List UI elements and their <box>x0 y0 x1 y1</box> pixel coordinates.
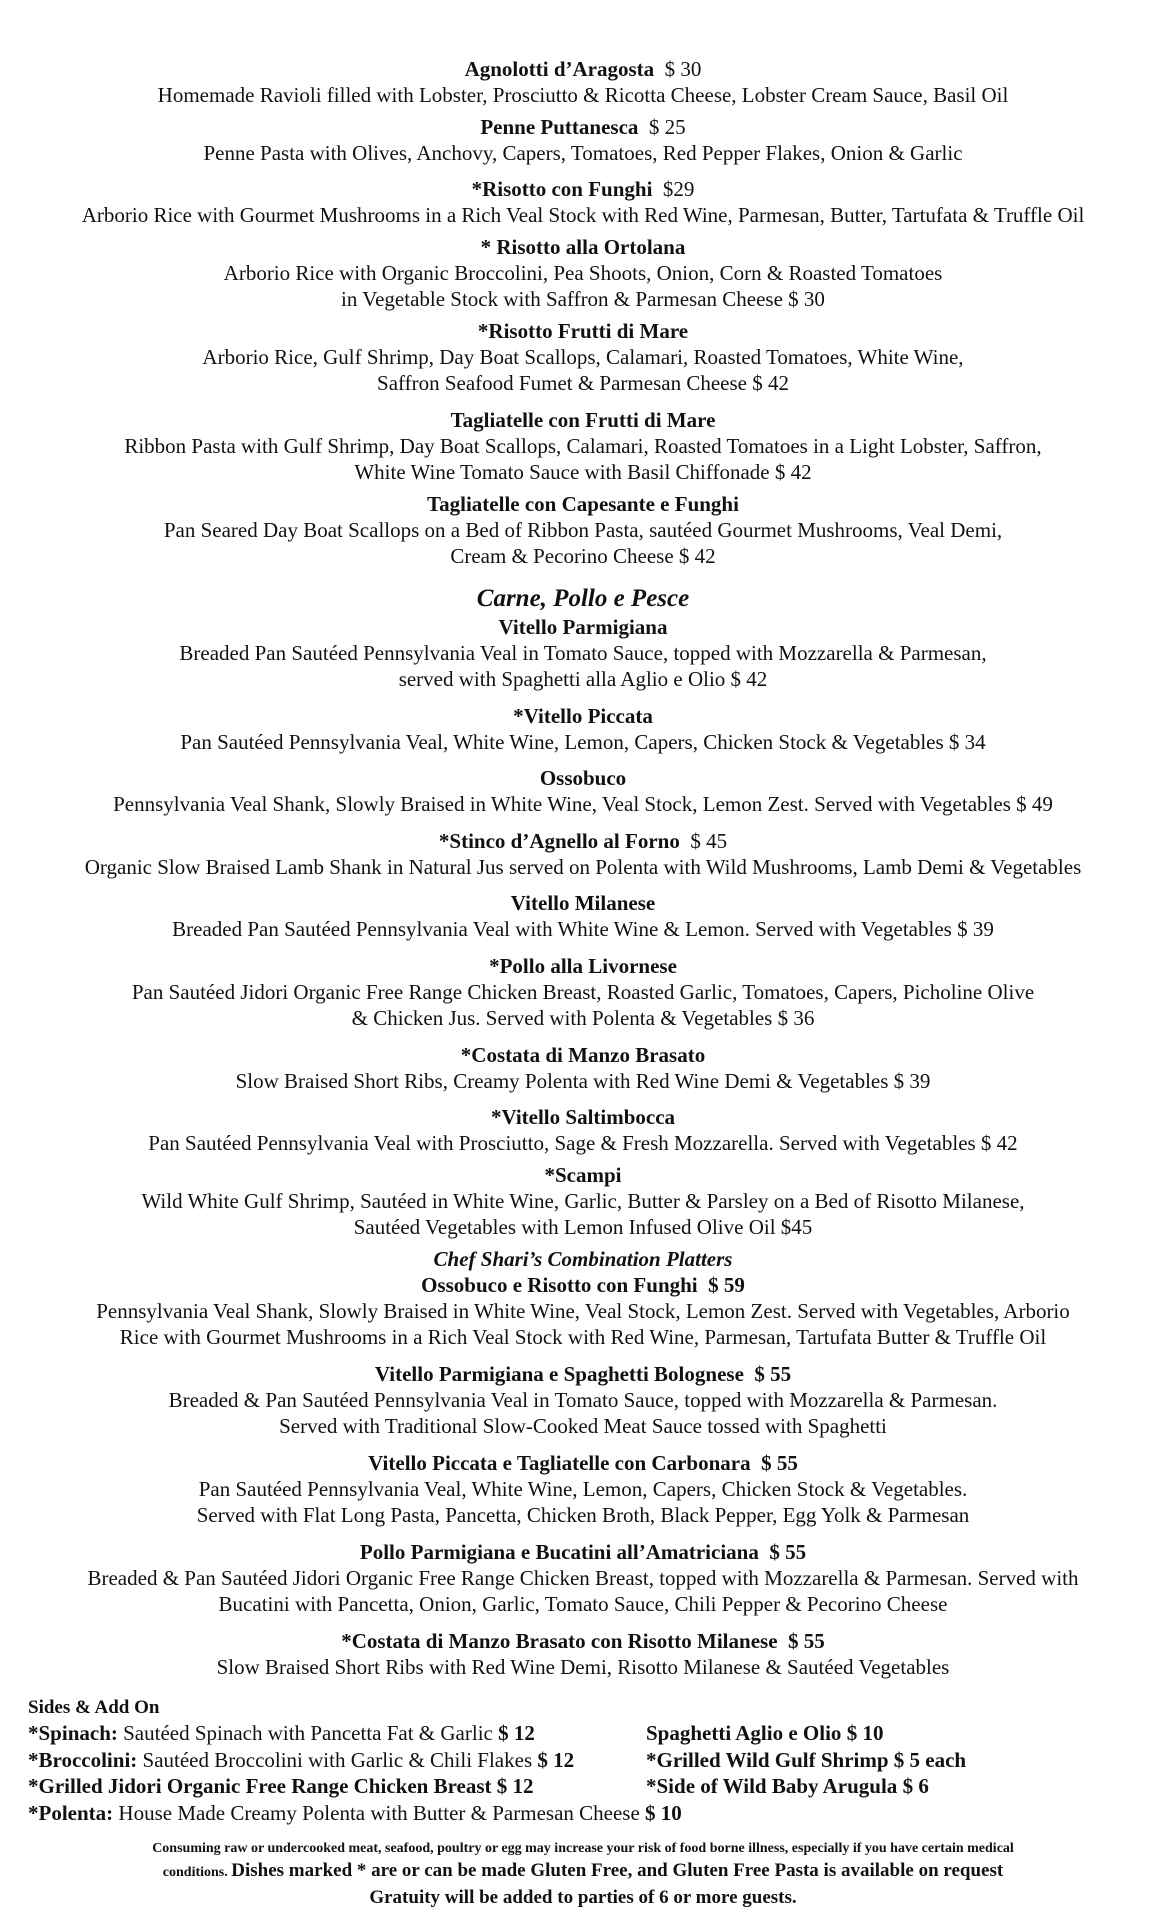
menu-item <box>0 1628 1166 1681</box>
menu-item <box>0 828 1166 881</box>
carne-section <box>0 614 1166 1241</box>
side-item <box>28 1773 646 1800</box>
side-price: $ 12 <box>496 1774 534 1798</box>
dish-name: * Risotto alla Ortolana <box>480 234 686 259</box>
menu-item <box>0 491 1166 570</box>
dish-price: $ 55 <box>788 1628 825 1653</box>
menu-item <box>0 1539 1166 1618</box>
dish-name-line <box>0 234 1166 260</box>
dish-description: Arborio Rice, Gulf Shrimp, Day Boat Scallops, Calamari, Roasted Tomatoes, White Wine, Saffron Seafood Fumet & Parmesan Cheese $ 42 <box>202 344 964 395</box>
sides-section <box>28 1696 1166 1826</box>
menu-item <box>0 703 1166 756</box>
side-item <box>28 1720 646 1747</box>
side-label: *Broccolini: <box>28 1747 138 1772</box>
dish-description: Pan Sautéed Pennsylvania Veal with Prosciutto, Sage & Fresh Mozzarella. Served with Vegetables $ 42 <box>148 1131 1018 1155</box>
dish-price: $ 30 <box>664 57 702 81</box>
side-item-polenta <box>28 1800 1166 1827</box>
side-item <box>28 1747 646 1774</box>
disclaimer-line-1: Consuming raw or undercooked meat, seafood, poultry or egg may increase your risk of food borne illness, especially if you have certain medical <box>152 1841 1014 1856</box>
dish-name: Tagliatelle con Frutti di Mare <box>450 407 716 432</box>
dish-description: Organic Slow Braised Lamb Shank in Natural Jus served on Polenta with Wild Mushrooms, Lamb Demi & Vegetables <box>84 854 1082 879</box>
side-label: *Grilled Jidori Organic Free Range Chicken Breast <box>28 1774 492 1798</box>
dish-name-line <box>0 318 1166 344</box>
dish-name: *Risotto Frutti di Mare <box>477 318 689 343</box>
menu-item <box>0 1042 1166 1095</box>
side-item <box>646 1773 1126 1800</box>
dish-name-line <box>0 953 1166 979</box>
menu-item <box>0 234 1166 313</box>
dish-name: *Pollo alla Livornese <box>489 953 677 978</box>
dish-description: Pan Seared Day Boat Scallops on a Bed of Ribbon Pasta, sautéed Gourmet Mushrooms, Veal Demi, Cream & Pecorino Cheese $ 42 <box>163 517 1003 568</box>
dish-name-line <box>0 890 1166 916</box>
dish-name: Vitello Piccata e Tagliatelle con Carbonara <box>368 1450 751 1475</box>
disclaimer-line-2: conditions. <box>162 1865 228 1880</box>
menu-item <box>0 176 1166 229</box>
combo-section <box>0 1272 1166 1681</box>
side-price: $ 12 <box>498 1721 535 1745</box>
dish-name: Vitello Parmigiana <box>498 614 668 639</box>
dish-name: *Scampi <box>544 1162 622 1187</box>
menu-item <box>0 1272 1166 1351</box>
dish-name-line <box>0 114 1166 140</box>
dish-name-line <box>0 1450 1166 1476</box>
dish-price: $ 59 <box>708 1272 745 1297</box>
sides-title: Sides & Add On <box>28 1697 160 1718</box>
side-price: $ 6 <box>902 1774 929 1798</box>
dish-description: Ribbon Pasta with Gulf Shrimp, Day Boat Scallops, Calamari, Roasted Tomatoes in a Light Lobster, Saffron, White Wine Tomato Sauce with Basil Chiffonade $ 42 <box>124 433 1042 484</box>
side-item <box>646 1720 1126 1747</box>
dish-name-line <box>0 1361 1166 1387</box>
dish-name-line <box>0 1104 1166 1130</box>
dish-name-line <box>0 828 1166 854</box>
dish-name-line <box>0 56 1166 82</box>
dish-name-line <box>0 491 1166 517</box>
dish-description: Pan Sautéed Pennsylvania Veal, White Wine, Lemon, Capers, Chicken Stock & Vegetables $ 34 <box>180 729 986 754</box>
side-text: Sautéed Spinach with Pancetta Fat & Garlic <box>123 1721 493 1745</box>
dish-name-line <box>0 703 1166 729</box>
dish-price: $29 <box>662 177 695 201</box>
menu-item <box>0 953 1166 1032</box>
dish-description: Wild White Gulf Shrimp, Sautéed in White Wine, Garlic, Butter & Parsley on a Bed of Risotto Milanese, Sautéed Vegetables with Lemon Infused Olive Oil $45 <box>141 1188 1025 1239</box>
side-text: Sautéed Broccolini with Garlic & Chili Flakes <box>142 1747 533 1772</box>
dish-name: Pollo Parmigiana e Bucatini all’Amatriciana <box>359 1539 759 1564</box>
dish-name-line <box>0 407 1166 433</box>
dish-description: Penne Pasta with Olives, Anchovy, Capers, Tomatoes, Red Pepper Flakes, Onion & Garlic <box>203 140 963 165</box>
dish-name: *Costata di Manzo Brasato con Risotto Milanese <box>341 1628 778 1653</box>
side-label: *Grilled Wild Gulf Shrimp <box>646 1747 889 1772</box>
side-item <box>646 1747 1126 1774</box>
side-price: $ 10 <box>645 1800 682 1825</box>
dish-description: Arborio Rice with Organic Broccolini, Pea Shoots, Onion, Corn & Roasted Tomatoes in Vegetable Stock with Saffron & Parmesan Cheese $ 30 <box>223 260 943 311</box>
menu-item <box>0 1104 1166 1157</box>
dish-description: Pan Sautéed Jidori Organic Free Range Chicken Breast, Roasted Garlic, Tomatoes, Capers, Picholine Olive & Chicken Jus. Served with Polenta & Vegetables $ 36 <box>131 979 1035 1030</box>
sides-right-column <box>646 1720 1126 1800</box>
dish-description: Breaded Pan Sautéed Pennsylvania Veal with White Wine & Lemon. Served with Vegetables $ 39 <box>172 917 994 941</box>
sides-grid <box>28 1720 1166 1800</box>
menu-item <box>0 1162 1166 1241</box>
sides-left-column <box>28 1720 646 1800</box>
menu-item <box>0 318 1166 397</box>
dish-name: *Vitello Piccata <box>513 703 653 728</box>
dish-name-line <box>0 1628 1166 1654</box>
dish-description: Pan Sautéed Pennsylvania Veal, White Wine, Lemon, Capers, Chicken Stock & Vegetables. Served with Flat Long Pasta, Pancetta, Chicken Broth, Black Pepper, Egg Yolk & Parmesan <box>196 1476 970 1527</box>
dish-name: Ossobuco e Risotto con Funghi <box>421 1272 698 1297</box>
side-label: *Spinach: <box>28 1721 118 1745</box>
dish-description: Slow Braised Short Ribs, Creamy Polenta with Red Wine Demi & Vegetables $ 39 <box>235 1068 931 1093</box>
side-price: $ 5 each <box>893 1747 967 1772</box>
side-label: Spaghetti Aglio e Olio <box>646 1721 842 1745</box>
side-label: *Side of Wild Baby Arugula <box>646 1774 898 1798</box>
dish-description: Homemade Ravioli filled with Lobster, Prosciutto & Ricotta Cheese, Lobster Cream Sauce, Basil Oil <box>157 83 1009 107</box>
dish-description: Slow Braised Short Ribs with Red Wine Demi, Risotto Milanese & Sautéed Vegetables <box>216 1654 950 1679</box>
menu-item <box>0 56 1166 109</box>
side-price: $ 12 <box>537 1747 575 1772</box>
dish-description: Breaded Pan Sautéed Pennsylvania Veal in Tomato Sauce, topped with Mozzarella & Parmesan, served with Spaghetti alla Aglio e Olio $ 42 <box>179 640 987 691</box>
side-label: *Polenta: <box>28 1800 114 1825</box>
dish-name: *Risotto con Funghi <box>471 177 653 201</box>
dish-description: Pennsylvania Veal Shank, Slowly Braised in White Wine, Veal Stock, Lemon Zest. Served with Vegetables $ 49 <box>113 792 1053 816</box>
dish-name: Vitello Milanese <box>510 891 656 915</box>
pasta-section <box>0 56 1166 570</box>
dish-price: $ 55 <box>769 1539 807 1564</box>
dish-name-line <box>0 614 1166 640</box>
dish-name-line <box>0 1042 1166 1068</box>
dish-name-line <box>0 1162 1166 1188</box>
dish-description: Pennsylvania Veal Shank, Slowly Braised in White Wine, Veal Stock, Lemon Zest. Served with Vegetables, Arborio Rice with Gourmet Mushrooms in a Rich Veal Stock with Red Wine, Parmesan, Tartufata Butter & Truffle Oil <box>96 1298 1070 1349</box>
dish-name: Vitello Parmigiana e Spaghetti Bolognese <box>374 1361 744 1386</box>
dish-name: Ossobuco <box>539 766 627 790</box>
menu-item <box>0 1361 1166 1440</box>
side-price: $ 10 <box>846 1721 884 1745</box>
gluten-free-note: Dishes marked * are or can be made Gluten Free, and Gluten Free Pasta is available on request <box>231 1860 1004 1881</box>
footer <box>0 1838 1166 1911</box>
dish-name: Tagliatelle con Capesante e Funghi <box>427 491 739 516</box>
dish-name-line <box>0 765 1166 791</box>
dish-price: $ 55 <box>761 1450 798 1475</box>
menu-item <box>0 890 1166 943</box>
section-title-carne: Carne, Pollo e Pesce <box>476 584 690 612</box>
menu-body <box>0 56 1166 1680</box>
disclaimer <box>0 1838 1166 1884</box>
dish-name: Agnolotti d’Aragosta <box>464 57 655 81</box>
gratuity-note: Gratuity will be added to parties of 6 or more guests. <box>369 1887 797 1908</box>
dish-description: Breaded & Pan Sautéed Pennsylvania Veal in Tomato Sauce, topped with Mozzarella & Parmesan. Served with Traditional Slow-Cooked Meat Sauce tossed with Spaghetti <box>168 1387 998 1438</box>
menu-item <box>0 114 1166 167</box>
dish-name-line <box>0 1272 1166 1298</box>
dish-name: *Stinco d’Agnello al Forno <box>438 828 680 853</box>
dish-name: *Vitello Saltimbocca <box>490 1105 676 1129</box>
dish-price: $ 45 <box>690 828 728 853</box>
menu-item <box>0 407 1166 486</box>
side-text: House Made Creamy Polenta with Butter & Parmesan Cheese <box>118 1800 640 1825</box>
dish-description: Arborio Rice with Gourmet Mushrooms in a Rich Veal Stock with Red Wine, Parmesan, Butter, Tartufata & Truffle Oil <box>81 203 1085 227</box>
combo-title: Chef Shari’s Combination Platters <box>433 1246 733 1271</box>
dish-name-line <box>0 1539 1166 1565</box>
menu-item <box>0 765 1166 818</box>
dish-description: Breaded & Pan Sautéed Jidori Organic Free Range Chicken Breast, topped with Mozzarella & Parmesan. Served with Bucatini with Pancetta, Onion, Garlic, Tomato Sauce, Chili Pepper & Pecorino Cheese <box>87 1565 1079 1616</box>
dish-price: $ 25 <box>648 114 686 139</box>
dish-name: Penne Puttanesca <box>480 114 639 139</box>
dish-name-line <box>0 176 1166 202</box>
menu-item <box>0 1450 1166 1529</box>
dish-price: $ 55 <box>754 1361 792 1386</box>
menu-item <box>0 614 1166 693</box>
dish-name: *Costata di Manzo Brasato <box>460 1042 706 1067</box>
